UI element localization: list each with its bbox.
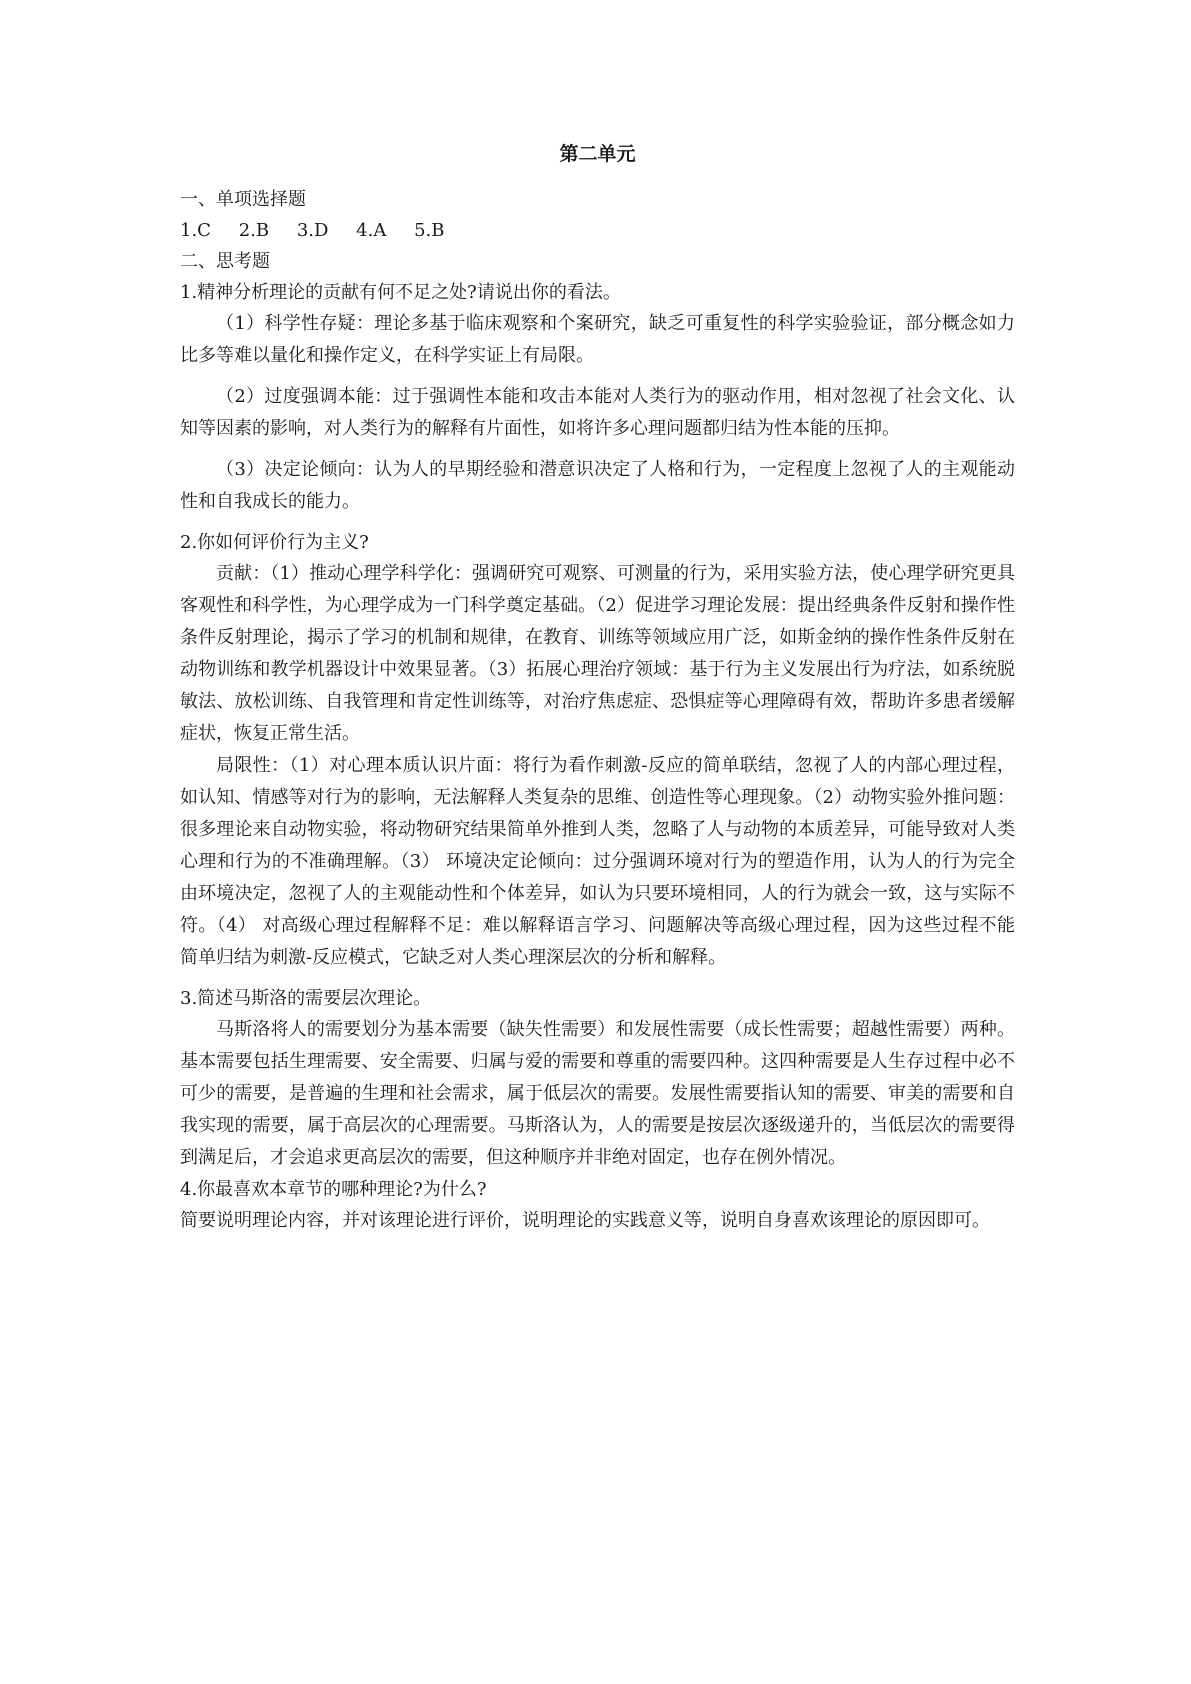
answer-item: 2.B — [238, 220, 270, 241]
q4-answer: 简要说明理论内容，并对该理论进行评价，说明理论的实践意义等，说明自身喜欢该理论的原因即可。 — [180, 1210, 990, 1231]
document-page — [180, 138, 1015, 1237]
q1-point-3: （3）决定论倾向：认为人的早期经验和潜意识决定了人格和行为，一定程度上忽视了人的主观能动性和自我成长的能力。 — [180, 459, 1015, 512]
answer-item: 1.C — [180, 220, 211, 241]
answer-item: 4.A — [356, 220, 387, 241]
section-heading-choice: 一、单项选择题 — [180, 189, 306, 210]
q1-point-2: （2）过度强调本能：过于强调性本能和攻击本能对人类行为的驱动作用，相对忽视了社会文化、认知等因素的影响，对人类行为的解释有片面性，如将许多心理问题都归结为性本能的压抑。 — [180, 386, 1015, 439]
page-title: 第二单元 — [559, 143, 636, 165]
q1-point-1: （1）科学性存疑：理论多基于临床观察和个案研究，缺乏可重复性的科学实验验证，部分概念如力比多等难以量化和操作定义，在科学实证上有局限。 — [180, 313, 1015, 366]
question-2: 2.你如何评价行为主义? — [180, 532, 369, 553]
question-3: 3.简述马斯洛的需要层次理论。 — [180, 988, 432, 1009]
q2-limitation: 局限性：（1）对心理本质认识片面：将行为看作刺激-反应的简单联结，忽视了人的内部心理过程，如认知、情感等对行为的影响，无法解释人类复杂的思维、创造性等心理现象。（2）动物实验外推问题：很多理论来自动物实验，将动物研究结果简单外推到人类，忽略了人与动物的本质差异，可能导致对人类心理和行为的不准确理解。（3） 环境决定论倾向：过分强调环境对行为的塑造作用，认为人的行为完全由环境决定，忽视了人的主观能动性和个体差异，如认为只要环境相同，人的行为就会一致，这与实际不符。（4） 对高级心理过程解释不足：难以解释语言学习、问题解决等高级心理过程，因为这些过程不能简单归结为刺激-反应模式，它缺乏对人类心理深层次的分析和解释。 — [180, 755, 1015, 968]
answer-item: 5.B — [414, 220, 445, 241]
question-4: 4.你最喜欢本章节的哪种理论?为什么? — [180, 1179, 487, 1200]
answer-item: 3.D — [296, 220, 329, 241]
question-1: 1.精神分析理论的贡献有何不足之处?请说出你的看法。 — [180, 282, 621, 303]
choice-answers — [180, 215, 1015, 246]
q3-answer: 马斯洛将人的需要划分为基本需要（缺失性需要）和发展性需要（成长性需要；超越性需要）两种。基本需要包括生理需要、安全需要、归属与爱的需要和尊重的需要四种。这四种需要是人生存过程中必不可少的需要，是普遍的生理和社会需求，属于低层次的需要。发展性需要指认知的需要、审美的需要和自我实现的需要，属于高层次的心理需要。马斯洛认为，人的需要是按层次逐级递升的，当低层次的需要得到满足后，才会追求更高层次的需要，但这种顺序并非绝对固定，也存在例外情况。 — [180, 1019, 1015, 1168]
section-heading-thinking: 二、思考题 — [180, 251, 270, 272]
q2-contribution: 贡献：（1）推动心理学科学化：强调研究可观察、可测量的行为，采用实验方法，使心理学研究更具客观性和科学性，为心理学成为一门科学奠定基础。（2）促进学习理论发展：提出经典条件反射和操作性条件反射理论，揭示了学习的机制和规律，在教育、训练等领域应用广泛，如斯金纳的操作性条件反射在动物训练和教学机器设计中效果显著。（3）拓展心理治疗领域：基于行为主义发展出行为疗法，如系统脱敏法、放松训练、自我管理和肯定性训练等，对治疗焦虑症、恐惧症等心理障碍有效，帮助许多患者缓解症状，恢复正常生活。 — [180, 563, 1015, 744]
